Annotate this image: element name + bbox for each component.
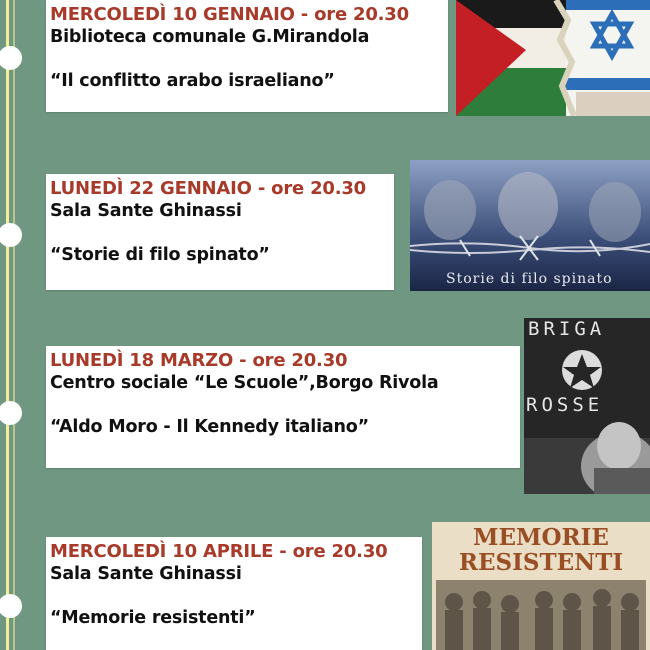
event-date: LUNEDÌ 18 MARZO - ore 20.30 <box>50 350 348 371</box>
timeline-dot <box>0 401 22 425</box>
palestine-israel-flags-icon <box>456 0 650 116</box>
event-card-2 <box>46 174 394 290</box>
brigate-rosse-image <box>524 318 650 494</box>
event-title: “Storie di filo spinato” <box>50 245 270 265</box>
event-place: Biblioteca comunale G.Mirandola <box>50 27 370 47</box>
event-card-1 <box>46 0 448 112</box>
event-card-3 <box>46 346 520 468</box>
barbed-wire-image <box>410 160 650 291</box>
event-date: MERCOLEDÌ 10 GENNAIO - ore 20.30 <box>50 4 409 25</box>
event-date: MERCOLEDÌ 10 APRILE - ore 20.30 <box>50 541 388 562</box>
partisans-image <box>432 522 650 650</box>
timeline-line <box>6 0 9 650</box>
event-title: “Il conflitto arabo israeliano” <box>50 71 335 91</box>
event-place: Sala Sante Ghinassi <box>50 564 242 584</box>
palestine-israel-flags-image <box>456 0 650 116</box>
event-card-4 <box>46 537 422 650</box>
image-caption: Storie di filo spinato <box>446 271 613 287</box>
image-header-line2: RESISTENTI <box>458 549 624 576</box>
image-header-line1: MEMORIE <box>473 524 609 551</box>
event-date: LUNEDÌ 22 GENNAIO - ore 20.30 <box>50 178 367 199</box>
timeline-dot <box>0 594 22 618</box>
event-title: “Memorie resistenti” <box>50 608 256 628</box>
event-place: Centro sociale “Le Scuole”,Borgo Rivola <box>50 373 439 393</box>
timeline-dot <box>0 223 22 247</box>
event-place: Sala Sante Ghinassi <box>50 201 242 221</box>
image-banner-bottom: ROSSE <box>526 394 604 416</box>
image-banner-top: BRIGA <box>528 318 606 340</box>
timeline-dot <box>0 46 22 70</box>
timeline-line-secondary <box>13 0 15 650</box>
event-title: “Aldo Moro - Il Kennedy italiano” <box>50 417 369 437</box>
